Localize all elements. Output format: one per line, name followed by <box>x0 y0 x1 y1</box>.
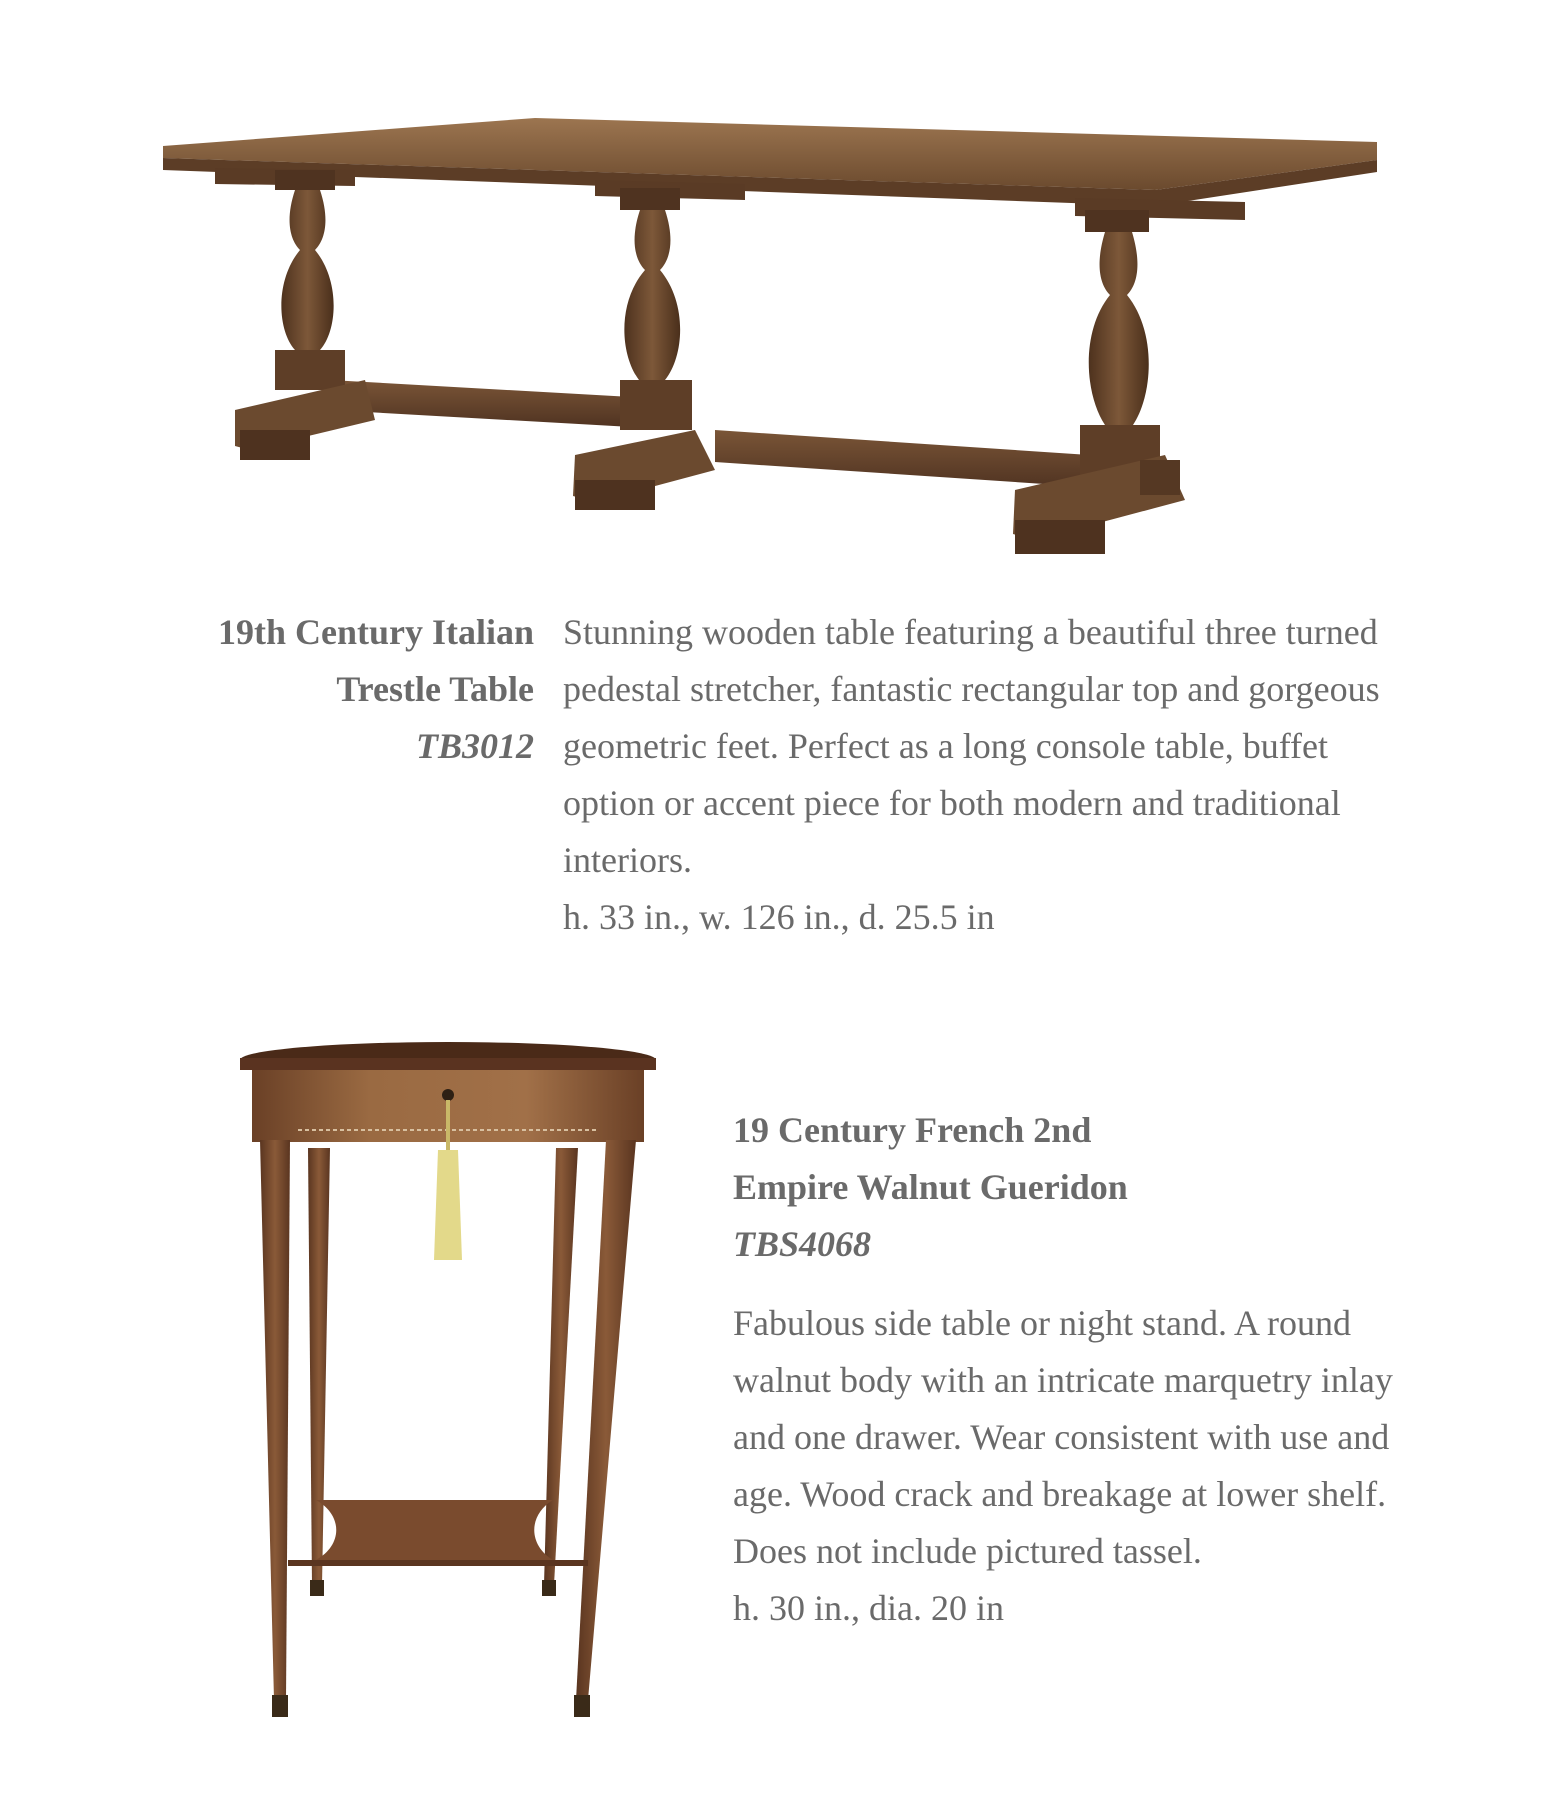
product-name-line-1: 19th Century Italian <box>217 612 534 652</box>
product-name-line-2: Trestle Table <box>336 669 534 709</box>
product-title-trestle-table <box>120 604 534 775</box>
trestle-table-image <box>155 110 1377 570</box>
product-description-gueridon <box>733 1295 1433 1637</box>
description-text: Fabulous side table or night stand. A round walnut body with an intricate marquetry inlay and one drawer. Wear consistent with use and age. Wood crack and breakage at lower shelf. Does not include pictured tassel. <box>733 1303 1393 1571</box>
dimensions-text: h. 33 in., w. 126 in., d. 25.5 in <box>563 897 995 937</box>
product-code: TB3012 <box>415 726 534 766</box>
product-description-trestle-table <box>563 604 1423 946</box>
gueridon-image <box>238 1040 668 1720</box>
product-name-line-1: 19 Century French 2nd <box>733 1110 1092 1150</box>
description-text: Stunning wooden table featuring a beautiful three turned pedestal stretcher, fantastic rectangular top and gorgeous geometric feet. Perfect as a long console table, buffet option or accent piece for both modern and traditional interiors. <box>563 612 1380 880</box>
product-name-line-2: Empire Walnut Gueridon <box>733 1167 1128 1207</box>
product-title-gueridon <box>733 1102 1413 1273</box>
dimensions-text: h. 30 in., dia. 20 in <box>733 1588 1004 1628</box>
product-code: TBS4068 <box>733 1224 872 1264</box>
